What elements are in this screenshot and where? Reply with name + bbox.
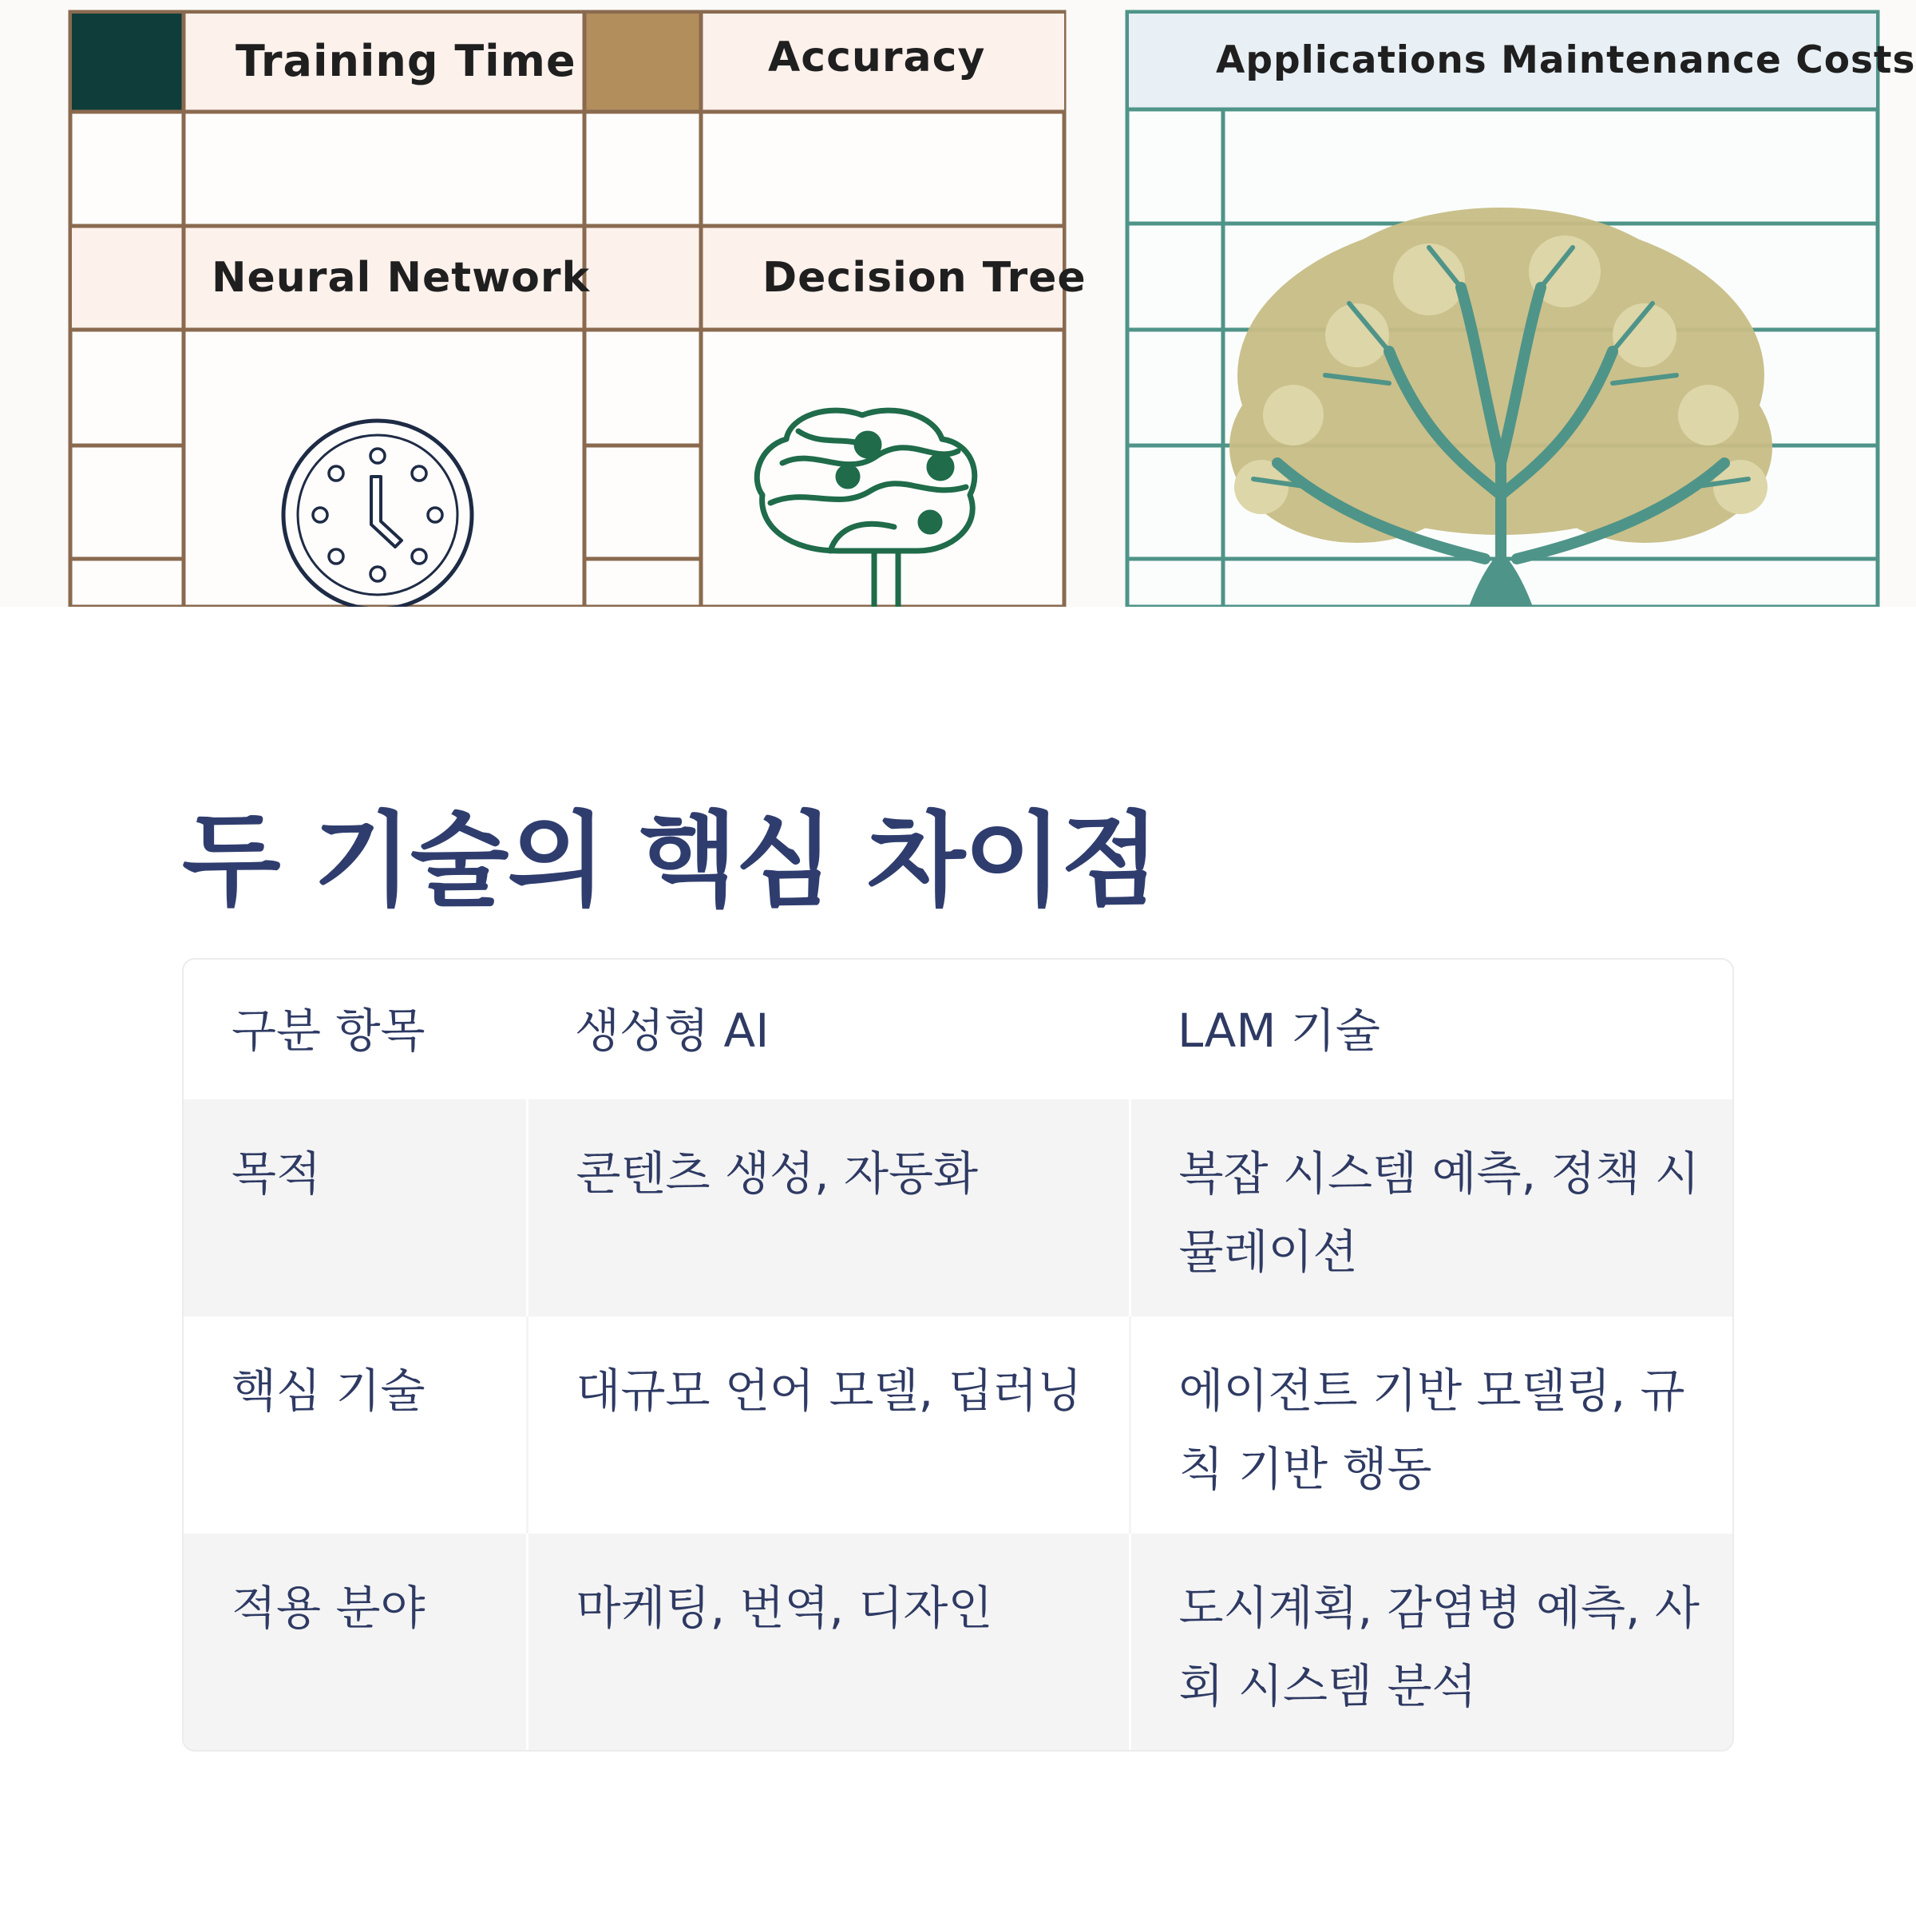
table-row [184, 1534, 1732, 1751]
section-title: 두 기술의 핵심 차이점 [182, 802, 1158, 920]
left-grid-panel [70, 12, 1064, 607]
table-header-cell: 생성형 AI [575, 1004, 770, 1058]
hero-label-applications-maintenance: Applications Maintenance Costs [1216, 38, 1916, 82]
table-cell: 에이전트 기반 모델링, 규칙 기반 행동 [1130, 1316, 1732, 1534]
comparison-table [182, 958, 1734, 1752]
table-cell: 콘텐츠 생성, 자동화 [527, 1099, 1130, 1316]
hero-illustration [0, 0, 1916, 607]
table-row [184, 1099, 1732, 1316]
table-cell: 핵심 기술 [232, 1364, 426, 1418]
table-header-cell: 구분 항목 [232, 1004, 426, 1058]
hero-label-training-time: Training Time [236, 36, 576, 86]
table-cell: 대규모 언어 모델, 딥러닝 [527, 1316, 1130, 1534]
table-header-row [184, 960, 1732, 1099]
hero-graphic [0, 0, 1916, 607]
hero-label-decision-tree: Decision Tree [762, 254, 1087, 302]
table-cell: 도시계획, 감염병 예측, 사회 시스템 분석 [1130, 1534, 1732, 1751]
hero-label-accuracy: Accuracy [768, 34, 986, 81]
table-cell: 목적 [184, 1099, 527, 1316]
table-cell: 마케팅, 번역, 디자인 [527, 1534, 1130, 1751]
table-row [184, 1316, 1732, 1534]
table-cell: 적용 분야 [184, 1534, 527, 1751]
hero-label-neural-network: Neural Network [212, 254, 591, 302]
table-cell: 복잡 시스템 예측, 정책 시뮬레이션 [1130, 1099, 1732, 1316]
dark-teal-cell [72, 14, 184, 112]
tan-cell [584, 14, 701, 112]
table-header-cell: LAM 기술 [1178, 1004, 1380, 1058]
